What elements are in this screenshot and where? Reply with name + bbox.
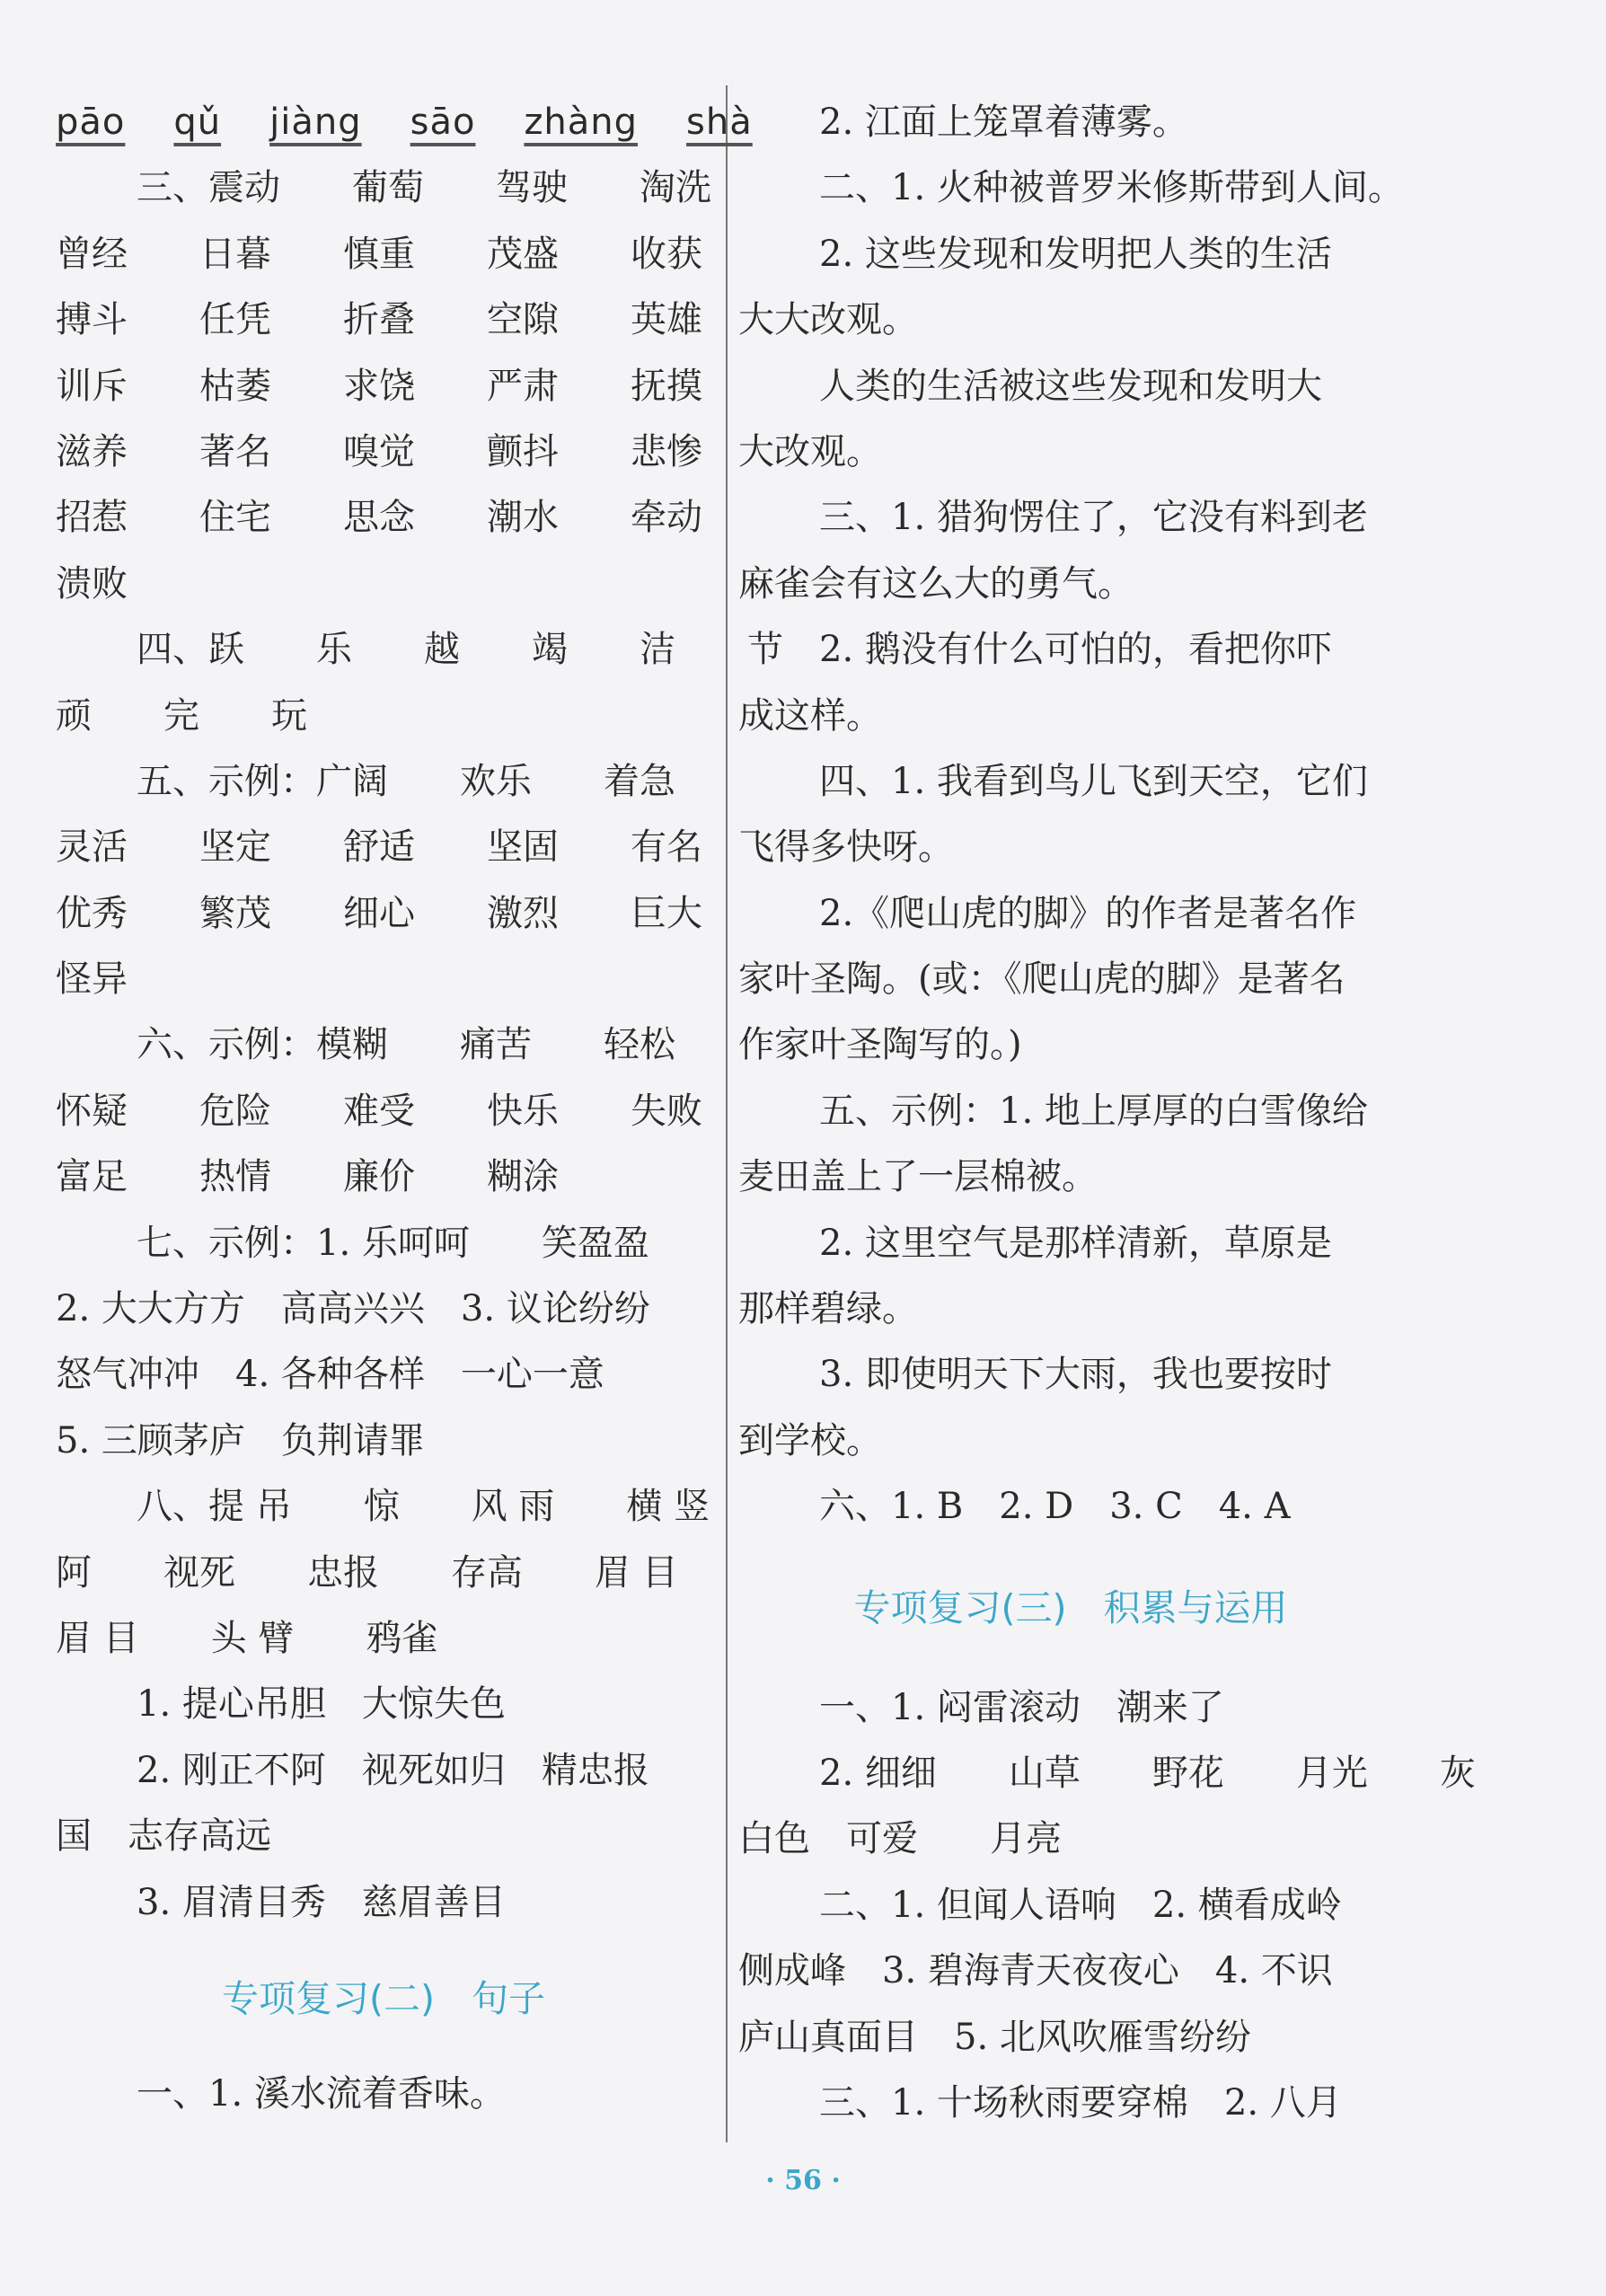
answer-line: 滋养 著名 嗅觉 颤抖 悲惨 bbox=[56, 430, 702, 472]
answer-line: 飞得多快呀。 bbox=[738, 826, 954, 869]
answer-line: 2. 这里空气是那样清新，草原是 bbox=[819, 1222, 1332, 1264]
answer-line: 四、1. 我看到鸟儿飞到天空，它们 bbox=[819, 760, 1368, 802]
answer-line: 大大改观。 bbox=[738, 299, 918, 341]
answer-line: 作家叶圣陶写的。) bbox=[738, 1024, 1022, 1066]
answer-line: 一、1. 溪水流着香味。 bbox=[137, 2072, 506, 2115]
answer-line: 二、1. 但闻人语响 2. 横看成岭 bbox=[819, 1884, 1342, 1926]
answer-line: 一、1. 闷雷滚动 潮来了 bbox=[819, 1686, 1224, 1728]
answer-line: 侧成峰 3. 碧海青天夜夜心 4. 不识 bbox=[738, 1950, 1333, 1992]
answer-line: 招惹 住宅 思念 潮水 牵动 bbox=[56, 497, 702, 539]
pinyin-syllable: zhàng bbox=[524, 102, 639, 143]
page-number: · 56 · bbox=[765, 2165, 841, 2196]
answer-line: 到学校。 bbox=[738, 1419, 882, 1461]
answer-line: 搏斗 任凭 折叠 空隙 英雄 bbox=[56, 299, 702, 341]
right-column bbox=[738, 90, 1476, 2136]
answer-line: 2. 刚正不阿 视死如归 精忠报 bbox=[137, 1749, 649, 1791]
answer-line: 2. 大大方方 高高兴兴 3. 议论纷纷 bbox=[56, 1288, 650, 1330]
answer-line: 四、跃 乐 越 竭 洁 节 bbox=[137, 629, 783, 671]
answer-line: 3. 眉清目秀 慈眉善目 bbox=[137, 1881, 506, 1923]
answer-line: 六、示例：模糊 痛苦 轻松 bbox=[137, 1024, 675, 1066]
answer-line: 1. 提心吊胆 大惊失色 bbox=[137, 1683, 506, 1726]
pinyin-row bbox=[56, 90, 753, 155]
pinyin-syllable: pāo bbox=[56, 102, 126, 143]
answer-line: 2. 这些发现和发明把人类的生活 bbox=[819, 233, 1332, 275]
answer-line: 溃败 bbox=[56, 562, 128, 605]
answer-line: 家叶圣陶。(或：《爬山虎的脚》是著名 bbox=[738, 958, 1346, 1001]
answer-line: 顽 完 玩 bbox=[56, 694, 307, 737]
answer-line: 国 志存高远 bbox=[56, 1815, 271, 1858]
answer-line: 优秀 繁茂 细心 激烈 巨大 bbox=[56, 892, 702, 934]
answer-line: 人类的生活被这些发现和发明大 bbox=[819, 365, 1322, 407]
pinyin-syllable: jiàng bbox=[269, 102, 362, 143]
pinyin-syllable: qǔ bbox=[173, 102, 222, 143]
answer-line: 三、1. 十场秋雨要穿棉 2. 八月 bbox=[819, 2081, 1342, 2124]
answer-line: 3. 即使明天下大雨，我也要按时 bbox=[819, 1354, 1332, 1396]
answer-line: 麦田盖上了一层棉被。 bbox=[738, 1156, 1098, 1198]
section-heading-sentences: 专项复习(二) 句子 bbox=[222, 1976, 545, 2020]
answer-line: 大改观。 bbox=[738, 430, 882, 472]
pinyin-syllable: shà bbox=[686, 102, 753, 143]
answer-line: 怪异 bbox=[56, 958, 128, 1001]
right-answer-lines-b bbox=[738, 1675, 1476, 2137]
answer-line: 七、示例：1. 乐呵呵 笑盈盈 bbox=[137, 1222, 649, 1264]
answer-line: 眉 目 头 臂 鸦雀 bbox=[56, 1617, 438, 1659]
column-divider bbox=[726, 85, 728, 2142]
answer-line: 白色 可爱 月亮 bbox=[738, 1818, 1062, 1860]
answer-line: 怀疑 危险 难受 快乐 失败 bbox=[56, 1090, 702, 1132]
answer-line: 阿 视死 忠报 存高 眉 目 bbox=[56, 1551, 678, 1594]
answer-line: 2.《爬山虎的脚》的作者是著名作 bbox=[819, 892, 1357, 934]
answer-line: 八、提 吊 惊 风 雨 横 竖 bbox=[137, 1486, 710, 1528]
answer-line: 庐山真面目 5. 北风吹雁雪纷纷 bbox=[738, 2016, 1251, 2058]
answer-line: 成这样。 bbox=[738, 694, 882, 737]
left-answer-lines bbox=[56, 155, 783, 1936]
left-after-heading-lines bbox=[56, 2062, 711, 2127]
answer-line: 怒气冲冲 4. 各种各样 一心一意 bbox=[56, 1354, 604, 1396]
pinyin-syllable: sāo bbox=[410, 102, 476, 143]
answer-line: 三、1. 猎狗愣住了，它没有料到老 bbox=[819, 497, 1368, 539]
answer-line: 五、示例：广阔 欢乐 着急 bbox=[137, 760, 675, 802]
right-answer-lines-a bbox=[738, 90, 1403, 1541]
answer-line: 灵活 坚定 舒适 坚固 有名 bbox=[56, 826, 702, 869]
answer-line: 2. 鹅没有什么可怕的，看把你吓 bbox=[819, 629, 1332, 671]
answer-line: 2. 江面上笼罩着薄雾。 bbox=[819, 102, 1188, 143]
answer-line: 5. 三顾茅庐 负荆请罪 bbox=[56, 1419, 425, 1461]
left-column bbox=[56, 90, 783, 2127]
answer-line: 2. 细细 山草 野花 月光 灰 bbox=[819, 1752, 1476, 1794]
answer-line: 富足 热情 廉价 糊涂 bbox=[56, 1156, 559, 1198]
answer-line: 曾经 日暮 慎重 茂盛 收获 bbox=[56, 233, 702, 275]
answer-line: 五、示例：1. 地上厚厚的白雪像给 bbox=[819, 1090, 1368, 1132]
answer-line: 二、1. 火种被普罗米修斯带到人间。 bbox=[819, 167, 1404, 209]
answer-line: 三、震动 葡萄 驾驶 淘洗 bbox=[137, 167, 711, 209]
answer-line: 训斥 枯萎 求饶 严肃 抚摸 bbox=[56, 365, 702, 407]
section-heading-accumulation: 专项复习(三) 积累与运用 bbox=[853, 1585, 1288, 1629]
answer-line: 六、1. B 2. D 3. C 4. A bbox=[819, 1486, 1291, 1528]
answer-line: 那样碧绿。 bbox=[738, 1288, 918, 1330]
answer-line: 麻雀会有这么大的勇气。 bbox=[738, 562, 1134, 605]
